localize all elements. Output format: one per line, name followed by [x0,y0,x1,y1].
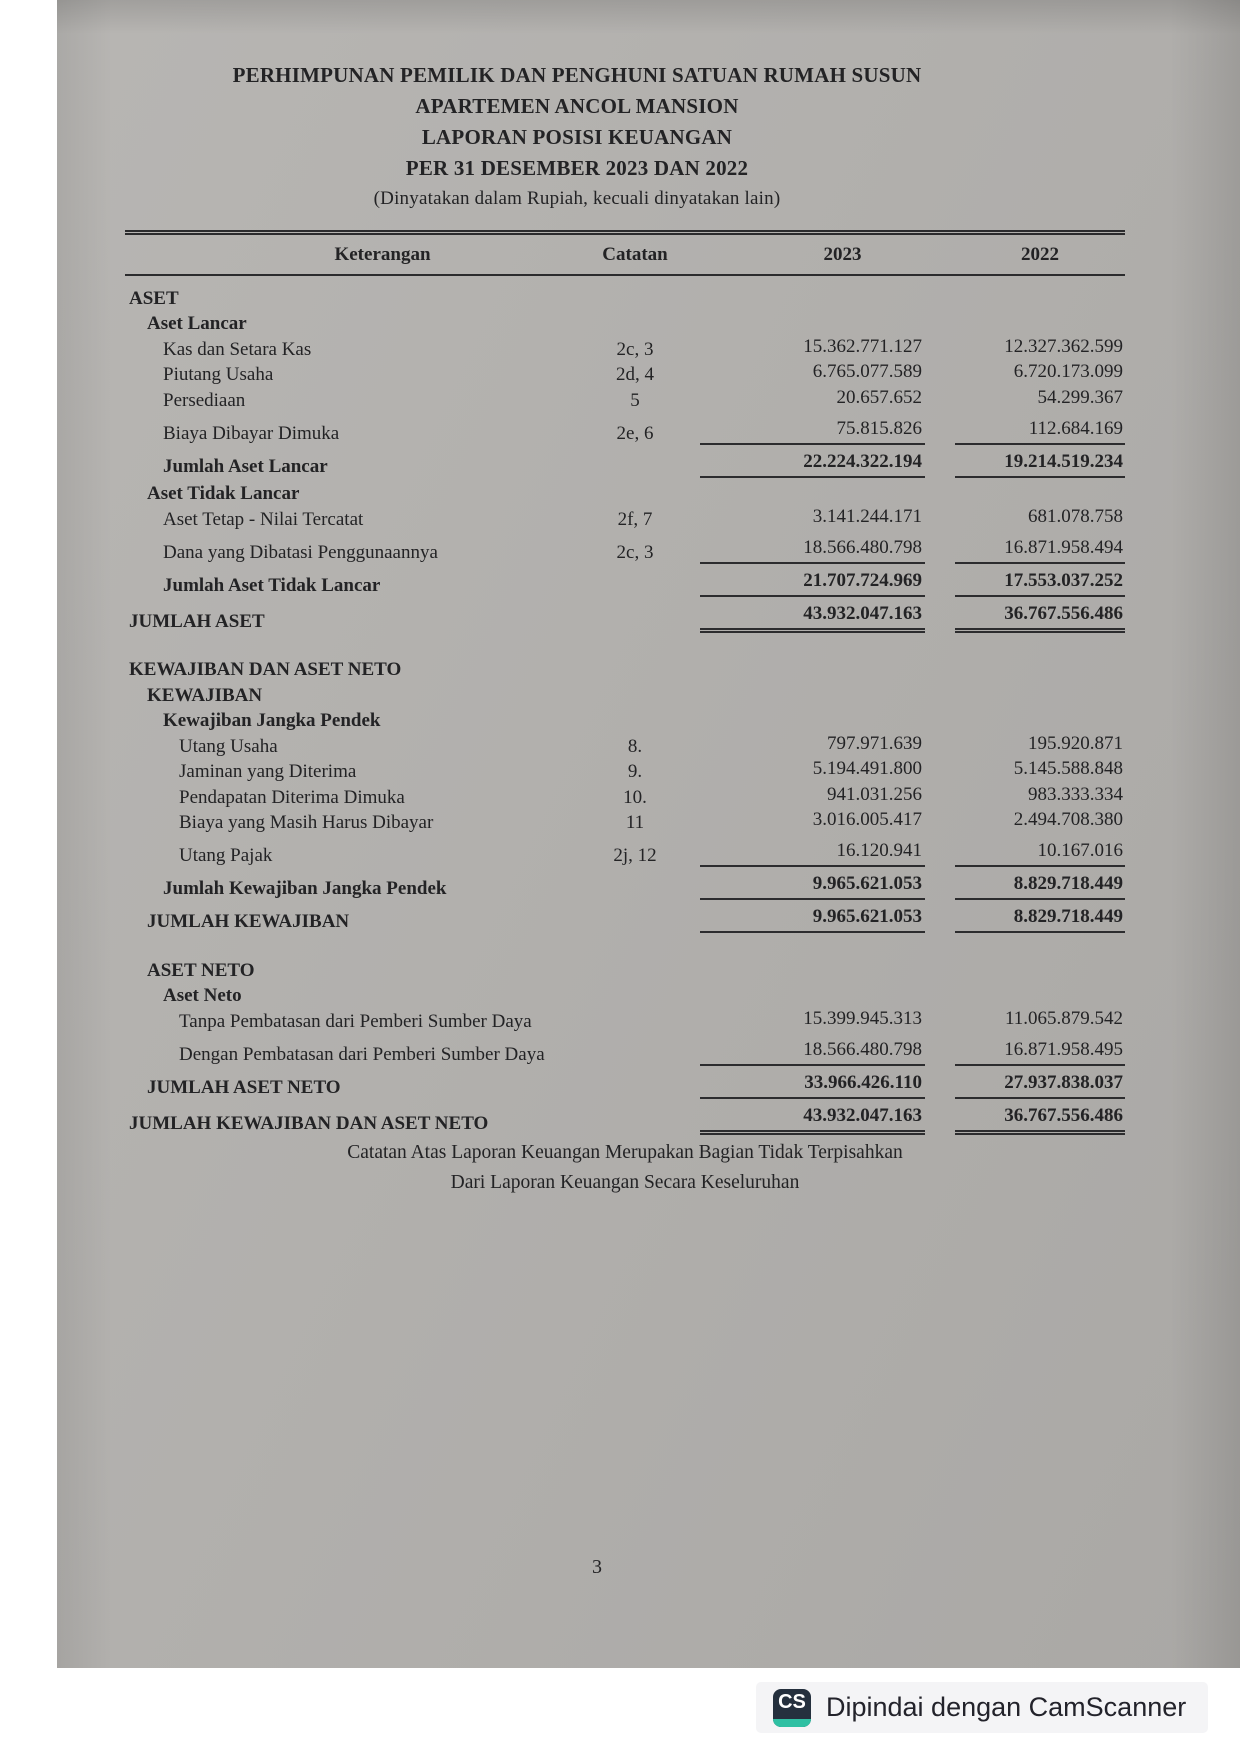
row-label: Jumlah Aset Tidak Lancar [163,574,381,596]
row-label: Biaya Dibayar Dimuka [163,422,340,444]
row-value-2022: 11.065.879.542 [1004,1007,1123,1029]
row-label: JUMLAH KEWAJIBAN DAN ASET NETO [129,1112,489,1134]
row-label: Aset Neto [163,985,242,1006]
table-row [125,537,1125,564]
row-value-2023: 18.566.480.798 [700,1039,925,1066]
row-value-2022: 5.145.588.848 [1013,758,1123,779]
page-number: 3 [592,1556,602,1578]
row-label: JUMLAH ASET [129,610,265,632]
row-note: 2j, 12 [613,845,657,866]
row-value-2022: 36.767.556.486 [955,603,1125,633]
row-value-2023: 3.016.005.417 [812,809,922,830]
row-value-2023: 75.815.826 [700,418,925,445]
table-row [125,284,1125,310]
row-value-2022: 16.871.958.495 [955,1039,1125,1066]
row-note: 2c, 3 [616,338,654,360]
row-value-2022: 112.684.169 [955,418,1125,445]
row-label: Kewajiban Jangka Pendek [163,710,381,731]
table-row [125,570,1125,597]
row-note: 10. [623,786,647,808]
table-row [125,1072,1125,1099]
row-label: Aset Tidak Lancar [147,483,300,504]
table-row [125,1039,1125,1066]
row-value-2023 [700,704,925,707]
row-value-2023: 21.707.724.969 [700,570,925,597]
table-row [125,809,1125,835]
row-value-2023: 33.966.426.110 [700,1072,925,1099]
closing-note-line-1: Catatan Atas Laporan Keuangan Merupakan Bagian Tidak Terpisahkan [347,1142,903,1163]
currency-note: (Dinyatakan dalam Rupiah, kecuali dinyatakan lain) [373,188,781,209]
row-note: 11 [625,812,645,833]
row-note: 5 [630,389,640,411]
document-title-block [67,60,1087,214]
camscanner-logo-icon: CS [773,1689,811,1727]
row-value-2023: 16.120.941 [700,840,925,867]
column-header-2023: 2023 [823,244,862,265]
column-header-catatan: Catatan [602,244,668,265]
building-name: APARTEMEN ANCOL MANSION [415,94,739,118]
scanned-page [57,0,1240,1668]
table-row [125,480,1125,506]
row-value-2022: 681.078.758 [1028,505,1123,527]
row-value-2022: 19.214.519.234 [955,451,1125,478]
row-value-2022: 983.333.334 [1028,783,1123,805]
row-label: Tanpa Pembatasan dari Pemberi Sumber Daya [179,1010,532,1032]
table-row [125,1007,1125,1033]
row-value-2023: 15.362.771.127 [803,335,922,357]
row-value-2022: 27.937.838.037 [955,1072,1125,1099]
table-row [125,681,1125,707]
row-value-2022 [955,704,1125,707]
row-note: 2d, 4 [616,364,654,385]
row-value-2022: 195.920.871 [1028,732,1123,754]
table-row [125,1105,1125,1135]
row-note: 8. [627,735,643,757]
row-label: Dengan Pembatasan dari Pemberi Sumber Daya [179,1043,545,1065]
row-label: Aset Tetap - Nilai Tercatat [163,508,364,530]
table-row [125,732,1125,758]
row-label: Biaya yang Masih Harus Dibayar [179,812,434,833]
table-row [125,783,1125,809]
row-note: 2f, 7 [617,508,653,530]
row-value-2022 [955,307,1125,310]
row-value-2023: 797.971.639 [827,732,922,754]
table-row [125,505,1125,531]
row-label: Jaminan yang Diterima [179,761,357,782]
row-value-2022: 2.494.708.380 [1013,809,1123,830]
row-value-2023: 43.932.047.163 [700,1105,925,1135]
row-note: 2c, 3 [616,541,654,563]
row-value-2022: 36.767.556.486 [955,1105,1125,1135]
table-row [125,956,1125,982]
table-row [125,906,1125,933]
row-label: JUMLAH ASET NETO [147,1076,341,1098]
row-label: Aset Lancar [147,313,247,334]
row-value-2023 [700,979,925,982]
row-label: Jumlah Aset Lancar [163,455,328,477]
row-value-2023: 9.965.621.053 [700,906,925,933]
table-rows [125,276,1125,1135]
row-value-2022 [955,678,1125,681]
camscanner-strip [0,1668,1240,1755]
row-label: ASET [129,287,179,309]
column-header-keterangan: Keterangan [334,244,431,265]
row-value-2023: 9.965.621.053 [700,873,925,900]
table-row [125,386,1125,412]
table-row [125,707,1125,733]
row-value-2022: 12.327.362.599 [1004,335,1123,357]
org-name: PERHIMPUNAN PEMILIK DAN PENGHUNI SATUAN RUMAH SUSUN [232,63,922,87]
section-spacer [125,935,1125,956]
table-row [125,873,1125,900]
row-value-2023: 3.141.244.171 [812,505,922,527]
row-value-2022: 10.167.016 [955,840,1125,867]
camscanner-logo-accent [773,1719,811,1727]
table-row [125,335,1125,361]
row-label: Pendapatan Diterima Dimuka [179,786,405,808]
table-row [125,603,1125,633]
row-label: KEWAJIBAN [147,684,263,706]
table-row [125,982,1125,1008]
row-value-2022: 54.299.367 [1037,386,1123,408]
row-label: Utang Usaha [179,735,278,757]
table-row [125,656,1125,682]
row-value-2023: 15.399.945.313 [803,1007,922,1029]
row-value-2023: 18.566.480.798 [700,537,925,564]
row-label: JUMLAH KEWAJIBAN [147,911,350,932]
table-row [125,418,1125,445]
table-row [125,758,1125,784]
report-title: LAPORAN POSISI KEUANGAN [421,125,733,149]
row-note: 9. [627,761,643,782]
row-value-2023: 43.932.047.163 [700,603,925,633]
row-value-2023: 22.224.322.194 [700,451,925,478]
section-spacer [125,635,1125,656]
table-header-row [125,230,1125,276]
closing-note-line-2: Dari Laporan Keuangan Secara Keseluruhan [450,1172,800,1193]
table-row [125,451,1125,478]
row-label: Jumlah Kewajiban Jangka Pendek [163,878,447,899]
table-row [125,840,1125,867]
camscanner-badge [756,1682,1208,1733]
table-row [125,361,1125,387]
row-value-2023: 5.194.491.800 [812,758,922,779]
column-header-2022: 2022 [1021,244,1059,265]
row-value-2023: 941.031.256 [827,783,922,805]
row-value-2022: 8.829.718.449 [955,873,1125,900]
row-value-2023: 6.765.077.589 [812,361,922,382]
row-label: ASET NETO [147,959,255,981]
report-period: PER 31 DESEMBER 2023 DAN 2022 [405,156,749,180]
row-value-2022: 6.720.173.099 [1013,361,1123,382]
row-label: Persediaan [163,389,246,411]
row-value-2022: 8.829.718.449 [955,906,1125,933]
financial-position-table [125,230,1125,1137]
row-value-2022 [955,979,1125,982]
row-label: Dana yang Dibatasi Penggunaannya [163,541,438,563]
row-label: KEWAJIBAN DAN ASET NETO [129,659,402,680]
row-value-2022: 17.553.037.252 [955,570,1125,597]
row-note: 2e, 6 [616,422,654,444]
row-value-2023 [700,678,925,681]
row-value-2023: 20.657.652 [836,386,922,408]
table-row [125,310,1125,336]
closing-note [125,1138,1125,1198]
row-label: Piutang Usaha [163,364,274,385]
watermark-text: Dipindai dengan CamScanner [826,1692,1187,1722]
row-label: Kas dan Setara Kas [163,338,312,360]
row-value-2022: 16.871.958.494 [955,537,1125,564]
row-value-2023 [700,307,925,310]
row-label: Utang Pajak [179,845,273,866]
